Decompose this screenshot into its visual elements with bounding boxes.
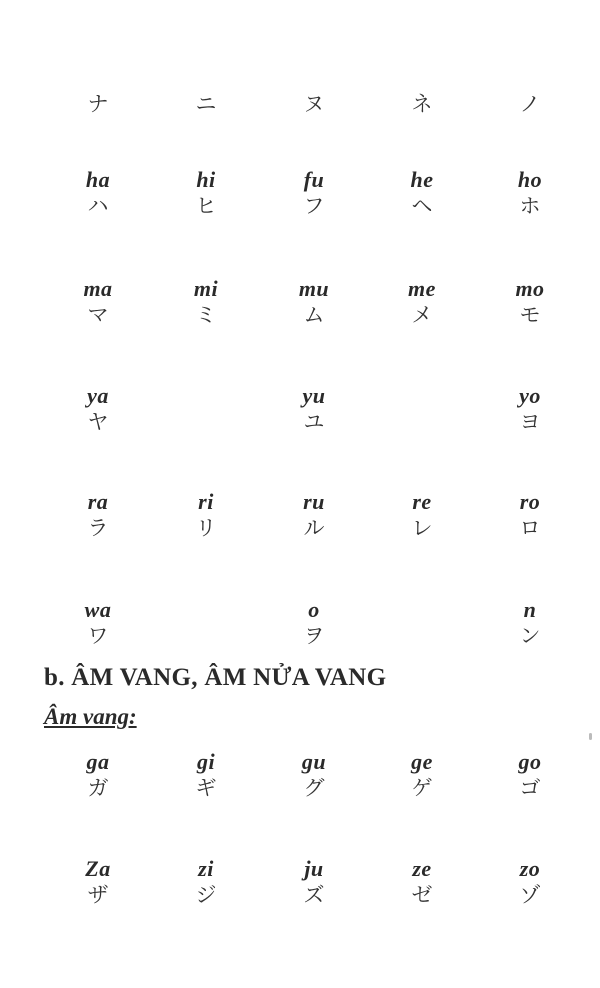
kana-cell [152, 857, 260, 917]
romaji-label: ze [412, 856, 432, 881]
romaji-label: zi [198, 856, 214, 881]
kana-char: ラ [87, 516, 109, 540]
kana-row-wa [44, 598, 584, 658]
kana-cell [476, 490, 584, 550]
romaji-label: n [523, 597, 537, 622]
kana-cell [476, 598, 584, 658]
romaji-label [368, 384, 476, 408]
romaji-label: ya [87, 383, 109, 408]
kana-char: ゲ [411, 776, 433, 800]
romaji-label: ju [304, 856, 324, 881]
romaji-label: me [408, 276, 436, 301]
kana-row-ha [44, 168, 584, 228]
kana-cell-empty [368, 384, 476, 444]
kana-cell [476, 857, 584, 917]
kana-cell [476, 277, 584, 337]
kana-cell [44, 857, 152, 917]
kana-cell [368, 168, 476, 228]
kana-char: ゼ [411, 883, 433, 907]
kana-char [152, 622, 260, 650]
kana-cell [368, 277, 476, 337]
kana-cell [44, 598, 152, 658]
kana-char: ロ [519, 516, 541, 540]
kana-cell [368, 750, 476, 810]
kana-cell-empty [152, 384, 260, 444]
kana-char: ヘ [411, 194, 433, 218]
kana-char: ゴ [519, 776, 541, 800]
kana-cell [260, 384, 368, 444]
kana-char: ニ [195, 92, 217, 116]
kana-char: フ [303, 194, 325, 218]
kana-char: ヒ [195, 194, 217, 218]
kana-cell [476, 750, 584, 810]
kana-cell-empty [368, 598, 476, 658]
kana-cell [260, 857, 368, 917]
romaji-label: ga [86, 749, 110, 774]
romaji-label: mi [193, 276, 219, 301]
romaji-label: Za [85, 856, 111, 881]
romaji-label [152, 384, 260, 408]
kana-char: グ [303, 776, 325, 800]
kana-cell [260, 90, 368, 150]
kana-char [152, 408, 260, 436]
romaji-label: yo [519, 383, 541, 408]
kana-cell [260, 168, 368, 228]
kana-row-ma [44, 277, 584, 337]
romaji-label: ho [517, 167, 543, 192]
scan-mark [589, 733, 592, 740]
kana-char: ル [303, 516, 325, 540]
romaji-label: gu [301, 749, 327, 774]
kana-char: ム [303, 303, 325, 327]
kana-char: ミ [195, 303, 217, 327]
kana-char: ノ [519, 92, 541, 116]
kana-char: ゾ [519, 883, 541, 907]
romaji-label: ri [198, 489, 214, 514]
kana-cell [152, 168, 260, 228]
kana-row-ya [44, 384, 584, 444]
kana-cell [152, 90, 260, 150]
kana-char: ハ [87, 194, 109, 218]
romaji-label: ru [303, 489, 325, 514]
romaji-label: mo [515, 276, 545, 301]
kana-char [368, 622, 476, 650]
kana-char: ホ [519, 194, 541, 218]
romaji-label: yu [302, 383, 326, 408]
kana-char: ネ [411, 92, 433, 116]
kana-cell [260, 277, 368, 337]
romaji-label: re [412, 489, 432, 514]
romaji-label: ro [519, 489, 541, 514]
kana-cell [152, 750, 260, 810]
section-title: b. ÂM VANG, ÂM NỬA VANG [44, 664, 387, 691]
kana-cell [260, 750, 368, 810]
kana-cell [476, 90, 584, 150]
kana-char: レ [411, 516, 433, 540]
romaji-label: mu [298, 276, 330, 301]
romaji-label: ge [411, 749, 433, 774]
romaji-label: go [518, 749, 542, 774]
kana-char: ズ [303, 883, 325, 907]
kana-row-na [44, 90, 584, 150]
kana-row-za [44, 857, 584, 917]
romaji-label: o [308, 597, 320, 622]
kana-cell [44, 168, 152, 228]
kana-row-ga [44, 750, 584, 810]
kana-cell [44, 384, 152, 444]
kana-cell-empty [152, 598, 260, 658]
kana-cell [368, 857, 476, 917]
kana-char: ヨ [519, 410, 541, 434]
kana-char: マ [87, 303, 109, 327]
kana-char: ジ [195, 883, 217, 907]
kana-char: ユ [303, 410, 325, 434]
kana-row-ra [44, 490, 584, 550]
kana-char: ガ [87, 776, 109, 800]
subsection-title: Âm vang: [44, 704, 137, 729]
kana-cell [368, 90, 476, 150]
kana-char: ヤ [87, 410, 109, 434]
kana-char [368, 408, 476, 436]
kana-cell [152, 490, 260, 550]
kana-cell [476, 384, 584, 444]
kana-char: ヲ [303, 624, 325, 648]
kana-cell [260, 490, 368, 550]
kana-cell [44, 90, 152, 150]
kana-cell [368, 490, 476, 550]
kana-cell [44, 750, 152, 810]
romaji-label: he [410, 167, 434, 192]
kana-char: モ [519, 303, 541, 327]
kana-char: ヌ [303, 92, 325, 116]
kana-char: ン [519, 624, 541, 648]
kana-char: ナ [87, 92, 109, 116]
kana-char: メ [411, 303, 433, 327]
kana-cell [476, 168, 584, 228]
kana-cell [44, 490, 152, 550]
kana-char: リ [195, 516, 217, 540]
romaji-label: gi [196, 749, 216, 774]
kana-char: ギ [195, 776, 217, 800]
kana-cell [152, 277, 260, 337]
romaji-label [368, 598, 476, 622]
romaji-label: ra [87, 489, 109, 514]
romaji-label: ma [83, 276, 113, 301]
romaji-label: fu [303, 167, 325, 192]
kana-cell [44, 277, 152, 337]
romaji-label [152, 598, 260, 622]
romaji-label: zo [519, 856, 541, 881]
kana-cell [260, 598, 368, 658]
kana-char: ワ [87, 624, 109, 648]
romaji-label: ha [85, 167, 111, 192]
kana-char: ザ [87, 883, 109, 907]
romaji-label: wa [84, 597, 112, 622]
romaji-label: hi [196, 167, 216, 192]
